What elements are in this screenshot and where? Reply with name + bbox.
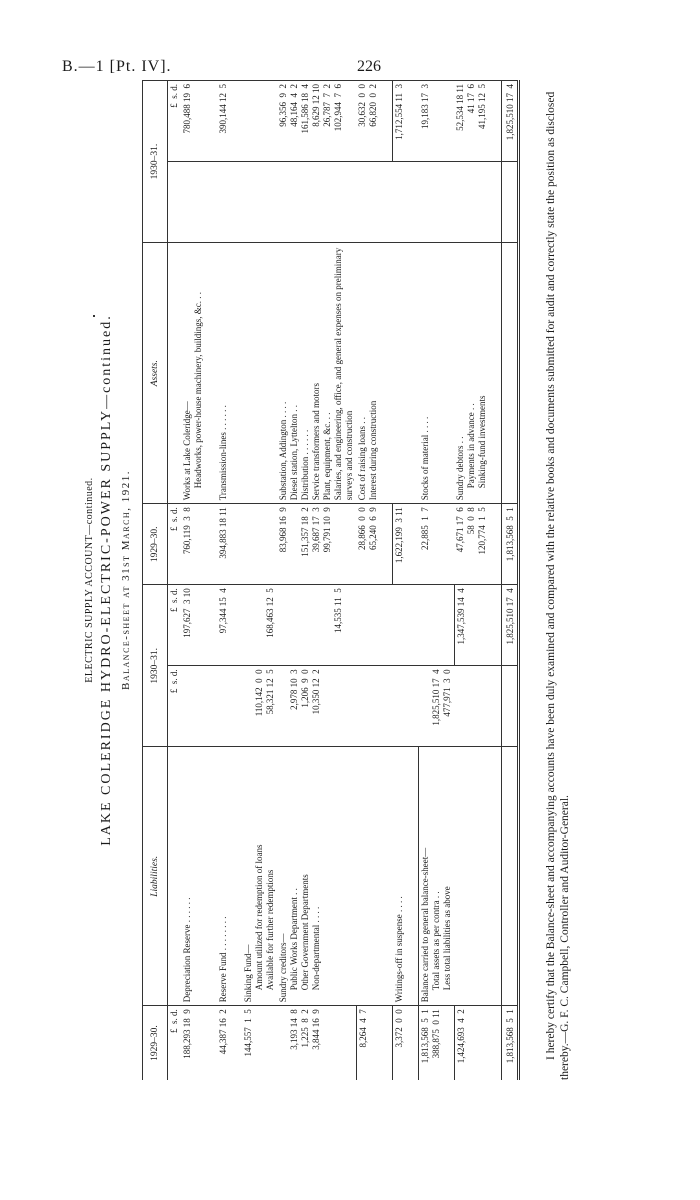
asset-label: Sinking-fund investments [477, 395, 487, 489]
value-cell: 58 0 8 [466, 507, 476, 535]
liability-label: Writings-off in suspense . . . . [393, 747, 407, 1006]
col-cur-year: 1930–31. [143, 585, 168, 747]
value-cell: 1,424,693 4 2 [454, 1006, 489, 1080]
sub-title: Balance-sheet at 31st March, 1921. [120, 470, 132, 690]
col-prev-year: 1929–30. [143, 1006, 168, 1080]
liability-label: Sundry creditors— [278, 933, 288, 1003]
asset-label: Service transformers and motors [311, 383, 321, 501]
value-cell: 102,944 7 6 [333, 84, 343, 132]
asset-label: Diesel station, Lyttelton . . [289, 405, 299, 501]
balance-sheet-rotated [84, 80, 542, 1080]
table-row [356, 81, 380, 1081]
asset-label: Distribution . . . . . . [300, 429, 310, 501]
value-cell: 168,463 12 5 [265, 588, 275, 638]
asset-sublabel: Headworks, power-house machinery, buildings, &c. . . [193, 292, 203, 489]
value-cell: 28,866 0 0 [357, 507, 367, 550]
asset-label: Salaries, and engineering, office, and general expenses on preliminary surveys and construction [333, 247, 354, 501]
value-cell: 144,557 1 5 [242, 1006, 277, 1080]
value-cell: 47,671 17 6 [455, 507, 465, 553]
balance-sheet-table [142, 80, 520, 1080]
col-assets: Assets. [143, 243, 168, 504]
total-value: 1,825,510 17 4 [502, 585, 519, 666]
value-cell: 388,875 0 11 [431, 1009, 441, 1059]
table-row [217, 81, 230, 1081]
asset-label: Sundry debtors . . [455, 436, 465, 501]
asset-label: Substation, Addington . . . . [278, 401, 288, 501]
value-cell: 14,535 11 5 [333, 588, 343, 633]
liability-label: Sinking Fund— [243, 944, 253, 1003]
value-cell: 1,712,554 11 3 [393, 81, 407, 162]
value-cell: 22,885 1 7 [419, 504, 455, 585]
header-row [143, 81, 168, 1081]
value-cell: 2,978 10 3 [289, 669, 299, 710]
col-liabilities: Liabilities. [143, 747, 168, 1006]
table-row [393, 81, 407, 1081]
value-cell: 41 17 6 [466, 84, 476, 114]
value-cell: 97,344 15 4 [217, 585, 230, 666]
value-cell: 1,813,568 5 1 [420, 1009, 430, 1064]
asset-label: Plant, equipment, &c. . . [322, 412, 332, 501]
value-cell: 188,293 18 9 [181, 1006, 205, 1080]
page-number: 226 [357, 58, 381, 75]
value-cell: 1,206 9 0 [300, 669, 310, 708]
value-cell: 390,144 12 5 [217, 81, 230, 162]
value-cell: 1,825,510 17 4 [430, 669, 441, 726]
units-cell: £ s. d. [168, 585, 182, 666]
value-cell: 99,791 10 9 [322, 507, 332, 553]
liability-label: Balance carried to general balance-sheet— [420, 847, 430, 1003]
asset-label: Transmission-lines . . . . . . [217, 243, 230, 504]
liability-sublabel: Non-departmental . . . . [311, 906, 321, 991]
col-prev-year-assets: 1929–30. [143, 504, 168, 585]
table-row [454, 81, 489, 1081]
value-cell: 8,264 4 7 [356, 1006, 380, 1080]
liability-sublabel: Public Works Department . . [289, 888, 299, 991]
value-cell: 26,787 7 2 [322, 84, 332, 127]
asset-label: Payments in advance . . [466, 403, 476, 489]
total-value: 1,813,568 5 1 [502, 504, 519, 585]
liability-sublabel: Less total liabilities as above [442, 886, 452, 991]
value-cell: 760,119 3 8 [181, 504, 205, 585]
account-heading: ELECTRIC SUPPLY ACCOUNT—continued. [84, 477, 95, 683]
liability-sublabel: Available for further redemptions [265, 869, 275, 991]
value-cell: 1,622,199 3 11 [393, 504, 407, 585]
table-row [277, 81, 356, 1081]
table-row [419, 81, 455, 1081]
value-cell: 1,225 8 2 [300, 1009, 310, 1048]
value-cell: 65,240 6 9 [368, 507, 378, 550]
units-cell: £ s. d. [168, 1006, 182, 1080]
asset-label: Interest during construction [368, 400, 378, 501]
total-value: 1,813,568 5 1 [502, 1006, 519, 1080]
liability-sublabel: Total assets as per contra . . [431, 891, 441, 991]
value-cell: 39,687 17 3 [311, 507, 321, 553]
value-cell: 161,586 18 4 [300, 84, 310, 134]
value-cell: 1,347,539 14 4 [454, 585, 489, 666]
liability-sublabel: Other Government Departments [300, 874, 310, 991]
value-cell: 96,356 9 2 [278, 84, 288, 127]
value-cell: 394,883 18 11 [217, 504, 230, 585]
units-cell: £ s. d. [168, 81, 182, 162]
value-cell: 19,183 17 3 [419, 81, 455, 162]
table-row [181, 81, 205, 1081]
asset-label: Works at Lake Coleridge— [182, 401, 192, 501]
liability-label: Depreciation Reserve . . . . . . [181, 747, 205, 1006]
totals-row [502, 81, 519, 1081]
auditor-certificate: I hereby certify that the Balance-sheet and accompanying accounts have been duly examined and compared with the relative books and documents submitted for audit and correctly state the position as disclosed thereby.—G. F. C. Campbell, Controller and Auditor-General. [545, 91, 571, 1080]
value-cell: 41,195 12 5 [477, 84, 487, 129]
units-cell: £ s. d. [168, 504, 182, 585]
value-cell: 120,774 1 5 [477, 507, 487, 555]
liability-sublabel: Amount utilized for redemption of loans [254, 844, 264, 991]
col-cur-year-assets: 1930–31. [143, 81, 168, 243]
value-cell: 780,488 19 6 [181, 81, 205, 162]
units-row [168, 81, 182, 1081]
value-cell: 3,844 16 9 [311, 1009, 321, 1050]
value-cell: 66,820 0 2 [368, 84, 378, 127]
value-cell: 8,629 12 10 [311, 84, 321, 127]
main-title: LAKE COLERIDGE HYDRO-ELECTRIC-POWER SUPPLY—continued. [99, 314, 114, 846]
header-ref: B.—1 [Pt. IV]. [62, 58, 172, 75]
value-cell: 151,357 18 2 [300, 507, 310, 557]
asset-label: Stocks of material . . . . [419, 243, 455, 504]
value-cell: 477,971 3 0 [441, 669, 452, 717]
value-cell: 30,632 0 0 [357, 84, 367, 127]
units-cell: £ s. d. [168, 666, 182, 747]
total-value: 1,825,510 17 4 [502, 81, 519, 162]
value-cell: 83,968 16 9 [278, 507, 288, 553]
table-row [242, 81, 277, 1081]
value-cell: 58,321 12 5 [265, 669, 275, 715]
value-cell: 3,193 14 8 [289, 1009, 299, 1050]
value-cell: 48,164 4 2 [289, 84, 299, 127]
value-cell: 52,534 18 11 [455, 84, 465, 131]
value-cell: 110,142 0 0 [254, 669, 264, 717]
value-cell: 10,350 12 2 [311, 669, 321, 715]
value-cell: 3,372 0 0 [393, 1006, 407, 1080]
value-cell: 197,627 3 10 [181, 585, 205, 666]
liability-label: Reserve Fund . . . . . . . . [217, 747, 230, 1006]
value-cell: 44,387 16 2 [217, 1006, 230, 1080]
asset-label: Cost of raising loans . . [357, 417, 367, 501]
